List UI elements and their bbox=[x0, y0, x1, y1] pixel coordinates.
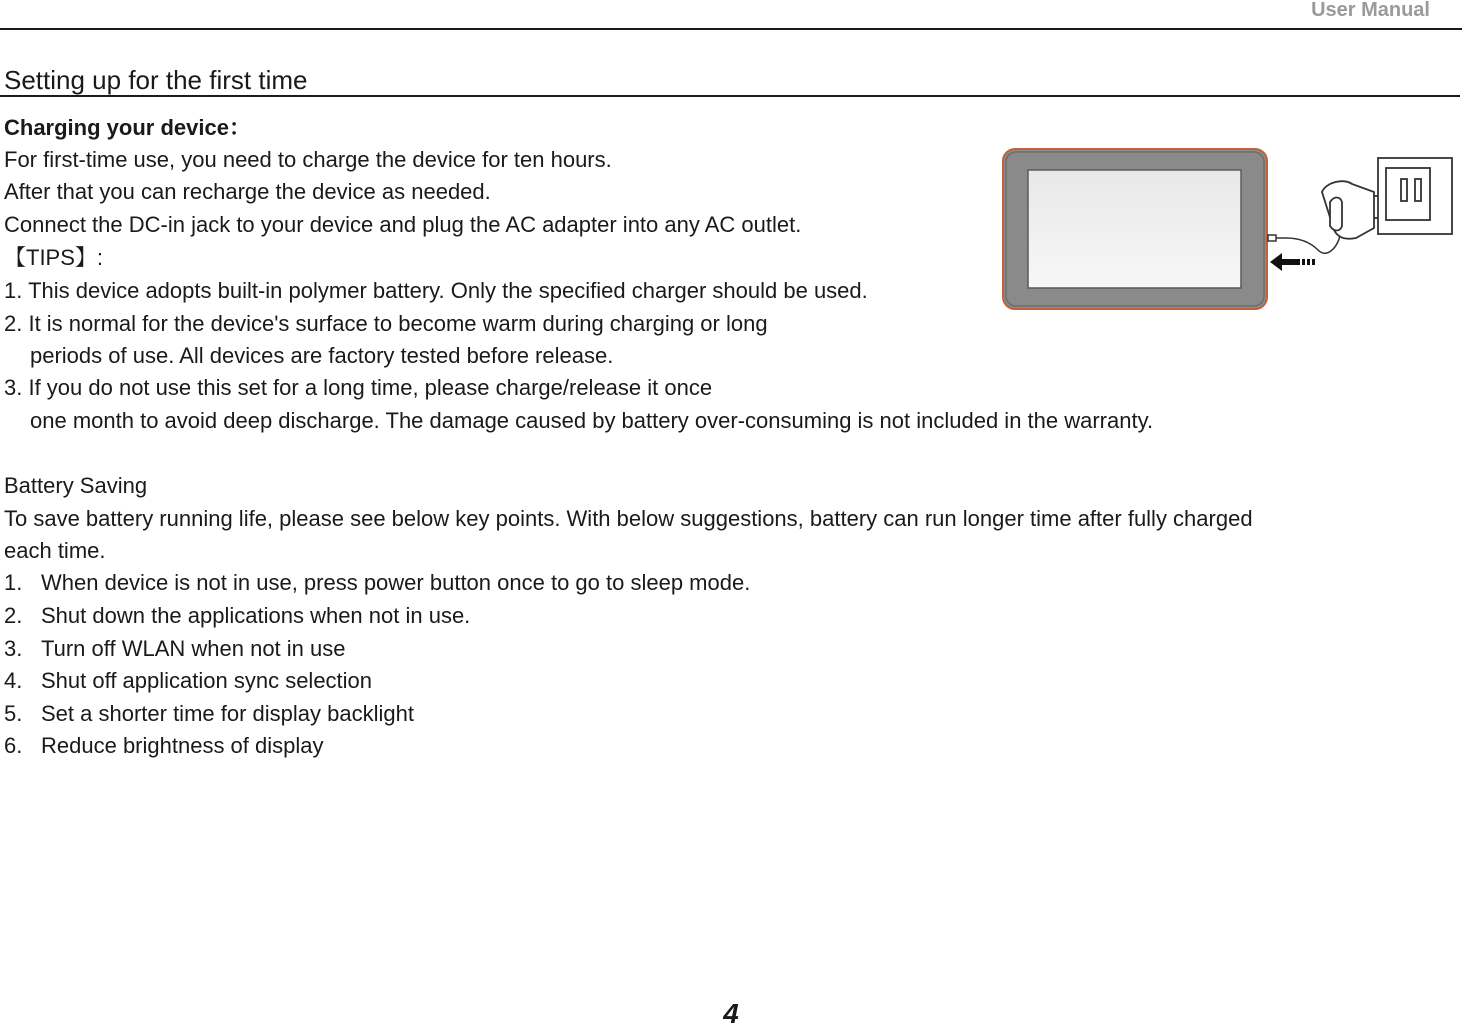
charging-heading: Charging your device： bbox=[4, 115, 251, 140]
section-title: Setting up for the first time bbox=[4, 65, 308, 95]
tip-line: one month to avoid deep discharge. The damage caused by battery over-consuming is not included in the warranty. bbox=[30, 408, 1154, 433]
list-item-number: 1. bbox=[4, 570, 23, 595]
list-item-text: Shut down the applications when not in use. bbox=[41, 603, 471, 628]
tip-line: periods of use. All devices are factory tested before release. bbox=[30, 343, 614, 368]
section-divider bbox=[0, 95, 1460, 97]
charging-line: After that you can recharge the device as needed. bbox=[4, 179, 491, 204]
list-item bbox=[4, 569, 750, 597]
list-item-text: Reduce brightness of display bbox=[41, 733, 324, 758]
tip-line: 2. It is normal for the deviceʹs surface to become warm during charging or long bbox=[4, 311, 768, 336]
tip-line: 1. This device adopts built-in polymer battery. Only the specified charger should be used. bbox=[4, 278, 868, 303]
list-item-text: When device is not in use, press power button once to go to sleep mode. bbox=[41, 570, 751, 595]
list-item-number: 4. bbox=[4, 668, 23, 693]
battery-intro-line: To save battery running life, please see below key points. With below suggestions, battery can run longer time after fully charged bbox=[4, 506, 1253, 531]
tip-line: 3. If you do not use this set for a long time, please charge/release it once bbox=[4, 375, 713, 400]
battery-heading: Battery Saving bbox=[4, 473, 148, 498]
power-outlet-icon bbox=[1378, 158, 1452, 234]
list-item-number: 5. bbox=[4, 701, 23, 726]
list-item-number: 6. bbox=[4, 733, 23, 758]
arrow-left-icon bbox=[1270, 253, 1315, 271]
tips-label: 【TIPS】: bbox=[4, 245, 104, 270]
list-item-text: Turn off WLAN when not in use bbox=[41, 636, 346, 661]
tablet-icon bbox=[1003, 149, 1267, 309]
list-item bbox=[4, 602, 470, 630]
charging-line: Connect the DC-in jack to your device and plug the AC adapter into any AC outlet. bbox=[4, 212, 802, 237]
list-item-text: Set a shorter time for display backlight bbox=[41, 701, 414, 726]
charging-illustration bbox=[1000, 146, 1456, 317]
charger-cable bbox=[1268, 235, 1340, 253]
list-item-number: 3. bbox=[4, 636, 23, 661]
page-number: 4 bbox=[723, 998, 739, 1029]
charger-icon bbox=[1322, 181, 1384, 239]
list-item bbox=[4, 635, 346, 663]
running-header: User Manual bbox=[1311, 0, 1430, 21]
list-item bbox=[4, 667, 372, 695]
battery-intro-line: each time. bbox=[4, 538, 106, 563]
list-item-text: Shut off application sync selection bbox=[41, 668, 373, 693]
list-item bbox=[4, 700, 414, 728]
header-divider bbox=[0, 28, 1462, 30]
charging-line: For first-time use, you need to charge the device for ten hours. bbox=[4, 147, 612, 172]
list-item bbox=[4, 732, 324, 760]
list-item-number: 2. bbox=[4, 603, 23, 628]
